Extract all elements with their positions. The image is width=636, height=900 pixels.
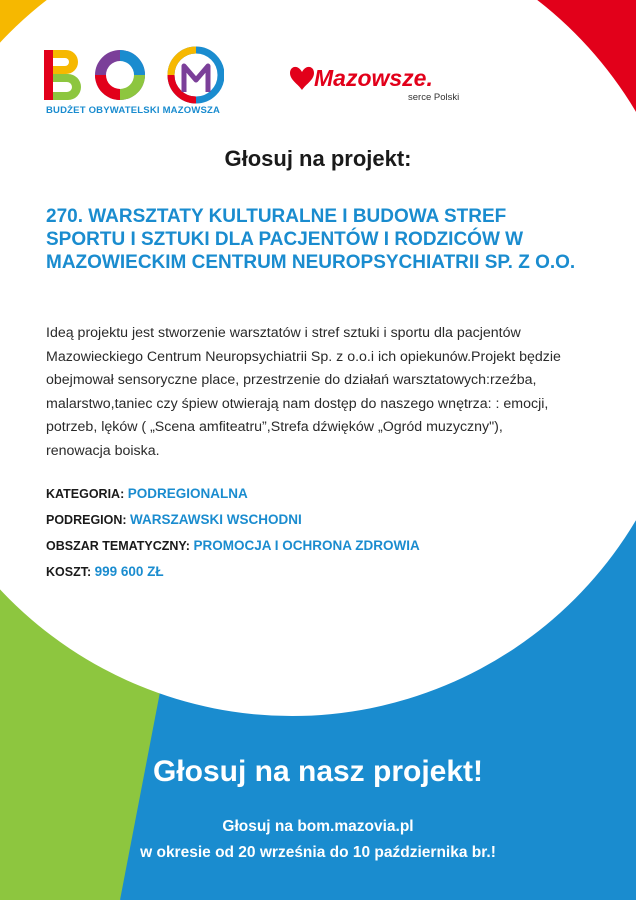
meta-koszt-value: 999 600 ZŁ <box>94 564 164 579</box>
project-description: Ideą projektu jest stworzenie warsztatów i stref sztuki i sportu dla pacjentów Mazowieckiego Centrum Neuropsychiatrii Sp. z o.o.i ich opiekunów.Projekt będzie obejmował sensoryczne place, przestrzenie do działań warsztatowych:rzeźba, malarstwo,taniec czy śpiew otwierają nam dostęp do naszego wnętrza: : emocji, potrzeb, lęków ( „Scena amfiteatru”,Strefa dźwięków „Ogród muzyczny"), renowacja boiska. <box>46 325 561 459</box>
meta-podregion-value: WARSZAWSKI WSCHODNI <box>130 512 302 527</box>
meta-obszar-value: PROMOCJA I OCHRONA ZDROWIA <box>193 538 420 553</box>
meta-koszt <box>46 564 164 579</box>
mazowsze-tagline: serce Polski <box>408 92 460 103</box>
meta-podregion-label: PODREGION: <box>46 513 127 527</box>
meta-kategoria <box>46 486 248 501</box>
footer-vote-url: Głosuj na bom.mazovia.pl <box>222 818 414 835</box>
footer-headline: Głosuj na nasz projekt! <box>152 755 484 788</box>
meta-kategoria-label: KATEGORIA: <box>46 487 125 501</box>
footer-vote-period: w okresie od 20 września do 10 października br.! <box>140 844 496 861</box>
project-title: 270. WARSZTATY KULTURALNE I BUDOWA STREF SPORTU I SZTUKI DLA PACJENTÓW I RODZICÓW W MAZOWIECKIM CENTRUM NEUROPSYCHIATRII SP. Z O.O. <box>46 206 576 273</box>
mazowsze-wordmark: Mazowsze. <box>314 65 433 91</box>
meta-obszar-label: OBSZAR TEMATYCZNY: <box>46 539 190 553</box>
meta-podregion <box>46 512 302 527</box>
meta-kategoria-value: PODREGIONALNA <box>127 486 248 501</box>
page-title: Głosuj na projekt: <box>224 146 412 171</box>
meta-obszar <box>46 538 420 553</box>
meta-koszt-label: KOSZT: <box>46 565 92 579</box>
heart-icon <box>290 67 314 90</box>
bom-tagline: BUDŻET OBYWATELSKI MAZOWSZA <box>46 105 221 116</box>
